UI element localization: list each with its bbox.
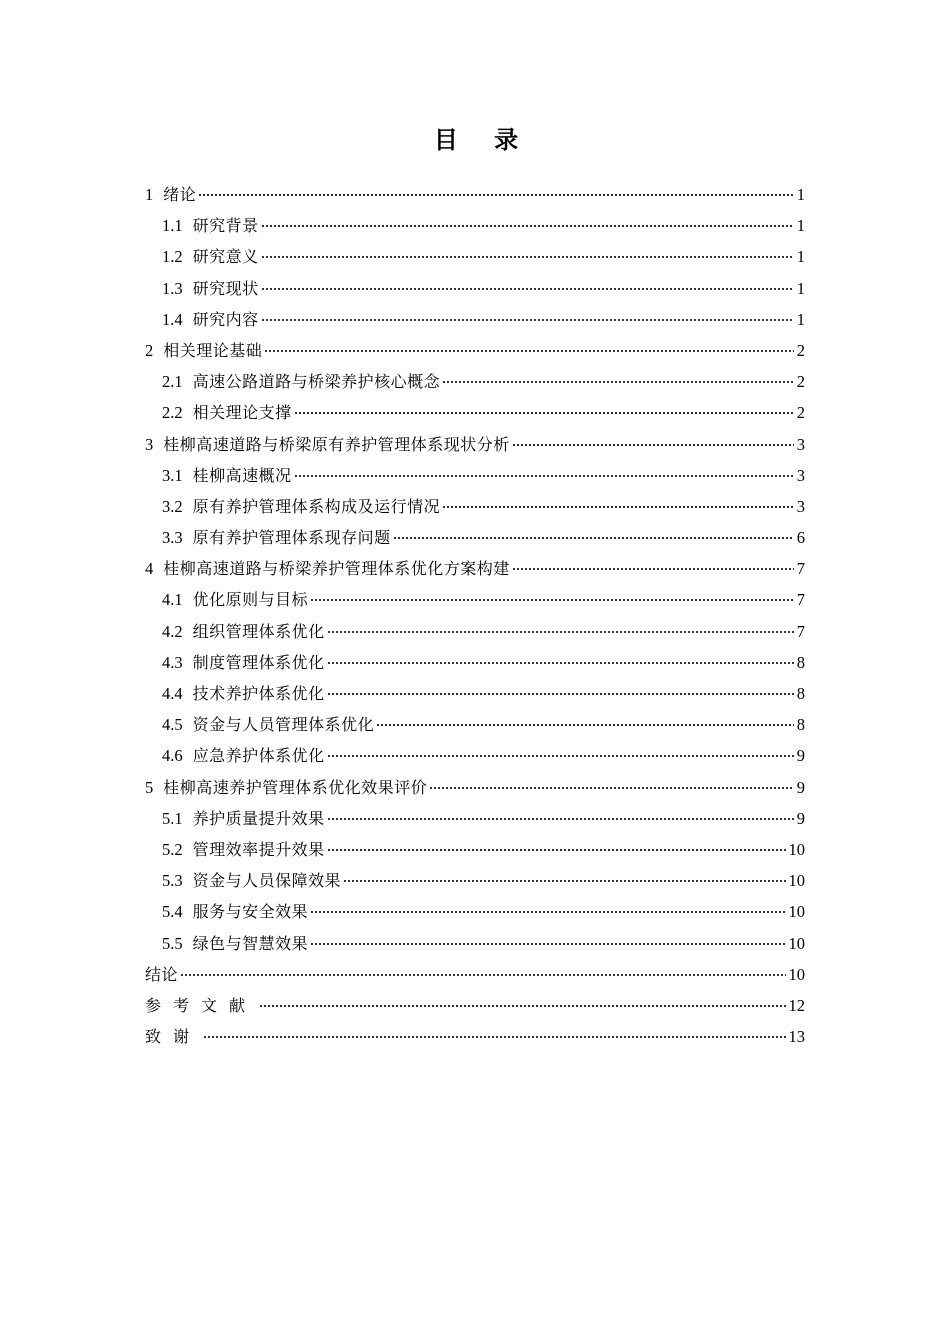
dot-leader bbox=[327, 818, 794, 820]
toc-entry[interactable] bbox=[145, 678, 805, 709]
toc-entry-title: 资金与人员保障效果 bbox=[192, 871, 342, 891]
dot-leader bbox=[261, 225, 794, 227]
dot-leader bbox=[310, 911, 785, 913]
toc-entry-number: 4.4 bbox=[162, 684, 183, 703]
toc-entry[interactable] bbox=[145, 584, 805, 615]
dot-leader bbox=[327, 849, 786, 851]
dot-leader bbox=[512, 568, 794, 570]
toc-entry-page-number: 9 bbox=[796, 777, 805, 797]
toc-entry[interactable] bbox=[145, 366, 805, 397]
dot-leader bbox=[294, 475, 794, 477]
toc-entry-page-number: 9 bbox=[796, 746, 805, 766]
toc-entry-title: 研究现状 bbox=[192, 278, 259, 298]
toc-entry[interactable] bbox=[145, 460, 805, 491]
toc-entry-number: 1 bbox=[145, 185, 154, 204]
dot-leader bbox=[327, 755, 794, 757]
table-of-contents bbox=[145, 179, 805, 1052]
toc-entry-number: 1.4 bbox=[162, 309, 183, 329]
toc-entry-number: 1.1 bbox=[162, 216, 183, 236]
toc-entry-page-number: 10 bbox=[788, 902, 805, 922]
toc-entry-title: 组织管理体系优化 bbox=[192, 621, 325, 641]
toc-entry-page-number: 1 bbox=[796, 216, 805, 236]
toc-entry-title: 参考文献 bbox=[145, 995, 258, 1015]
toc-entry-page-number: 7 bbox=[796, 621, 805, 641]
toc-entry[interactable] bbox=[145, 896, 805, 927]
toc-entry-number: 3.2 bbox=[162, 496, 183, 516]
toc-entry-title: 养护质量提升效果 bbox=[192, 808, 325, 828]
dot-leader bbox=[376, 724, 794, 726]
toc-entry-title: 原有养护管理体系现存问题 bbox=[192, 528, 391, 548]
dot-leader bbox=[310, 599, 794, 601]
toc-entry[interactable] bbox=[145, 429, 805, 460]
toc-entry-title: 研究内容 bbox=[192, 309, 259, 329]
toc-entry-title: 相关理论基础 bbox=[163, 340, 263, 360]
toc-entry-number: 5.5 bbox=[162, 933, 183, 953]
toc-entry-page-number: 10 bbox=[788, 839, 805, 859]
toc-entry-title: 原有养护管理体系构成及运行情况 bbox=[192, 496, 441, 516]
dot-leader bbox=[327, 662, 794, 664]
toc-entry-number: 4.1 bbox=[162, 590, 183, 610]
toc-entry-title: 致谢 bbox=[145, 1027, 202, 1047]
dot-leader bbox=[343, 880, 785, 882]
dot-leader bbox=[259, 1005, 785, 1007]
toc-entry-page-number: 1 bbox=[796, 185, 805, 204]
toc-entry-page-number: 3 bbox=[796, 496, 805, 516]
dot-leader bbox=[294, 412, 794, 414]
toc-entry[interactable] bbox=[145, 709, 805, 740]
toc-entry-page-number: 10 bbox=[788, 964, 805, 984]
toc-entry-title: 服务与安全效果 bbox=[192, 902, 309, 922]
toc-entry-title: 绪论 bbox=[163, 185, 197, 204]
toc-entry[interactable] bbox=[145, 803, 805, 834]
dot-leader bbox=[442, 506, 794, 508]
toc-entry[interactable] bbox=[145, 273, 805, 304]
toc-entry-title: 应急养护体系优化 bbox=[192, 746, 325, 766]
toc-entry-title: 相关理论支撑 bbox=[192, 403, 292, 423]
toc-entry-number: 1.3 bbox=[162, 278, 183, 298]
toc-entry[interactable] bbox=[145, 865, 805, 896]
toc-entry-title: 研究意义 bbox=[192, 247, 259, 267]
toc-entry-number: 2.1 bbox=[162, 372, 183, 392]
toc-entry-page-number: 2 bbox=[796, 340, 805, 360]
toc-entry[interactable] bbox=[145, 553, 805, 584]
toc-entry-page-number: 2 bbox=[796, 372, 805, 392]
toc-entry-title: 管理效率提升效果 bbox=[192, 839, 325, 859]
toc-entry[interactable] bbox=[145, 491, 805, 522]
toc-entry-page-number: 3 bbox=[796, 465, 805, 485]
toc-entry-title: 研究背景 bbox=[192, 216, 259, 236]
toc-entry-page-number: 8 bbox=[796, 652, 805, 672]
toc-entry-number: 3.1 bbox=[162, 465, 183, 485]
toc-entry-title: 资金与人员管理体系优化 bbox=[192, 715, 375, 735]
dot-leader bbox=[261, 288, 794, 290]
toc-entry-title: 高速公路道路与桥梁养护核心概念 bbox=[192, 372, 441, 392]
dot-leader bbox=[442, 381, 794, 383]
dot-leader bbox=[310, 943, 785, 945]
toc-entry[interactable] bbox=[145, 772, 805, 803]
toc-entry-page-number: 1 bbox=[796, 309, 805, 329]
dot-leader bbox=[261, 256, 794, 258]
toc-entry-page-number: 10 bbox=[788, 871, 805, 891]
toc-entry[interactable] bbox=[145, 647, 805, 678]
toc-entry[interactable] bbox=[145, 210, 805, 241]
toc-entry-title: 桂柳高速道路与桥梁原有养护管理体系现状分析 bbox=[163, 434, 510, 454]
toc-entry-number: 5.2 bbox=[162, 839, 183, 859]
dot-leader bbox=[512, 444, 794, 446]
dot-leader bbox=[327, 693, 794, 695]
toc-entry[interactable] bbox=[145, 616, 805, 647]
toc-entry-title: 绿色与智慧效果 bbox=[192, 933, 309, 953]
toc-entry-page-number: 2 bbox=[796, 403, 805, 423]
toc-entry-page-number: 12 bbox=[788, 995, 805, 1015]
toc-entry-page-number: 7 bbox=[796, 590, 805, 610]
toc-entry-page-number: 6 bbox=[796, 528, 805, 548]
toc-entry-title: 制度管理体系优化 bbox=[192, 652, 325, 672]
toc-entry[interactable] bbox=[145, 928, 805, 959]
toc-entry-page-number: 9 bbox=[796, 808, 805, 828]
toc-entry-title: 桂柳高速养护管理体系优化效果评价 bbox=[163, 777, 428, 797]
toc-entry-number: 4 bbox=[145, 559, 154, 579]
toc-entry-number: 5.4 bbox=[162, 902, 183, 922]
toc-entry-number: 4.5 bbox=[162, 715, 183, 735]
toc-entry-number: 5.1 bbox=[162, 808, 183, 828]
toc-entry-number: 1.2 bbox=[162, 247, 183, 267]
toc-entry-number: 4.3 bbox=[162, 652, 183, 672]
toc-title: 目 录 bbox=[433, 126, 533, 154]
dot-leader bbox=[261, 319, 794, 321]
toc-entry-number: 3 bbox=[145, 434, 154, 454]
toc-entry[interactable] bbox=[145, 179, 805, 210]
dot-leader bbox=[327, 631, 794, 633]
dot-leader bbox=[429, 787, 793, 789]
toc-entry[interactable] bbox=[145, 397, 805, 428]
toc-entry-number: 2.2 bbox=[162, 403, 183, 423]
toc-entry-title: 优化原则与目标 bbox=[192, 590, 309, 610]
toc-entry-number: 3.3 bbox=[162, 528, 183, 548]
toc-entry-page-number: 13 bbox=[788, 1027, 805, 1047]
toc-entry[interactable] bbox=[145, 740, 805, 771]
toc-entry-page-number: 1 bbox=[796, 247, 805, 267]
toc-entry-number: 4.6 bbox=[162, 746, 183, 766]
toc-entry[interactable] bbox=[145, 1021, 805, 1052]
dot-leader bbox=[264, 350, 793, 352]
toc-entry-page-number: 3 bbox=[796, 434, 805, 454]
toc-entry-title: 桂柳高速概况 bbox=[192, 465, 292, 485]
toc-entry-number: 5.3 bbox=[162, 871, 183, 891]
toc-entry-number: 5 bbox=[145, 777, 154, 797]
toc-entry[interactable] bbox=[145, 241, 805, 272]
toc-entry-title: 技术养护体系优化 bbox=[192, 684, 325, 703]
toc-entry[interactable] bbox=[145, 834, 805, 865]
dot-leader bbox=[198, 194, 793, 196]
toc-entry-number: 2 bbox=[145, 340, 154, 360]
toc-entry[interactable] bbox=[145, 335, 805, 366]
toc-entry[interactable] bbox=[145, 522, 805, 553]
toc-entry-page-number: 1 bbox=[796, 278, 805, 298]
toc-entry-title: 桂柳高速道路与桥梁养护管理体系优化方案构建 bbox=[163, 559, 510, 579]
dot-leader bbox=[180, 974, 785, 976]
toc-entry-page-number: 7 bbox=[796, 559, 805, 579]
dot-leader bbox=[393, 537, 794, 539]
toc-entry[interactable] bbox=[145, 959, 805, 990]
toc-entry-number: 4.2 bbox=[162, 621, 183, 641]
toc-entry-page-number: 8 bbox=[796, 715, 805, 735]
toc-entry-title: 结论 bbox=[145, 964, 179, 984]
dot-leader bbox=[203, 1036, 785, 1038]
toc-entry[interactable] bbox=[145, 990, 805, 1021]
toc-entry-page-number: 10 bbox=[788, 933, 805, 953]
toc-entry-page-number: 8 bbox=[796, 684, 805, 703]
toc-entry[interactable] bbox=[145, 304, 805, 335]
